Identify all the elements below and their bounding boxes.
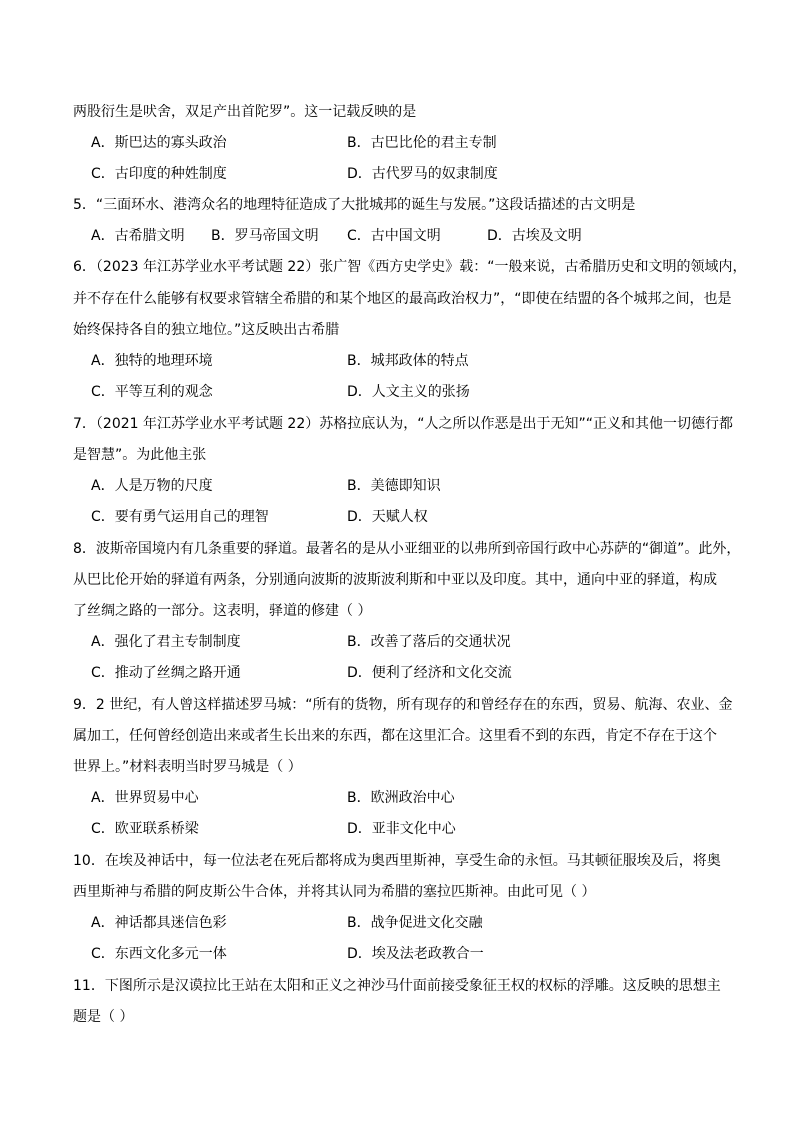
q8-option-d: D．便利了经济和文化交流 [347, 665, 512, 681]
q7-option-b: B．美德即知识 [347, 478, 441, 494]
q6-stem-line-2: 并不存在什么能够有权要求管辖全希腊的和某个地区的最高政治权力”，“即使在结盟的各个城邦之间，也是 [73, 291, 732, 307]
q9-stem-line-1: 9．2 世纪，有人曾这样描述罗马城：“所有的货物，所有现存的和曾经存在的东西，贸易、航海、农业、金 [73, 697, 733, 713]
intro-option-a: A．斯巴达的寡头政治 [91, 135, 227, 151]
q5-option-b: B．罗马帝国文明 [211, 228, 319, 244]
q8-stem-line-1: 8．波斯帝国境内有几条重要的驿道。最著名的是从小亚细亚的以弗所到帝国行政中心苏萨的“御道”。此外， [73, 541, 741, 557]
q6-stem-line-1: 6．（2023 年江苏学业水平考试题 22）张广智《西方史学史》载：“一般来说，古希腊历史和文明的领域内， [73, 259, 747, 275]
q6-option-c: C．平等互利的观念 [91, 384, 213, 400]
q9-option-c: C．欧亚联系桥梁 [91, 821, 199, 837]
q8-stem-line-3: 了丝绸之路的一部分。这表明，驿道的修建（ ） [73, 603, 372, 619]
q5-option-d: D．古埃及文明 [487, 228, 582, 244]
intro-option-b: B．古巴比伦的君主专制 [347, 135, 497, 151]
q5-option-c: C．古中国文明 [347, 228, 441, 244]
q6-option-a: A．独特的地理环境 [91, 353, 213, 369]
q9-option-b: B．欧洲政治中心 [347, 790, 455, 806]
q7-option-c: C．要有勇气运用自己的理智 [91, 509, 269, 525]
q11-stem-line-2: 题是（ ） [73, 1009, 134, 1025]
q6-option-b: B．城邦政体的特点 [347, 353, 469, 369]
q5-stem: 5．“三面环水、港湾众名的地理特征造成了大批城邦的诞生与发展。”这段话描述的古文明是 [73, 197, 636, 213]
q10-stem-line-1: 10．在埃及神话中，每一位法老在死后都将成为奥西里斯神，享受生命的永恒。马其顿征服埃及后，将奥 [73, 853, 721, 869]
q9-stem-line-2: 属加工，任何曾经创造出来或者生长出来的东西，都在这里汇合。这里看不到的东西，肯定不存在于这个 [73, 728, 717, 744]
q7-option-d: D．天赋人权 [347, 509, 428, 525]
intro-stem-line: 两股衍生是吠舍，双足产出首陀罗”。这一记载反映的是 [73, 104, 417, 120]
q11-stem-line-1: 11．下图所示是汉谟拉比王站在太阳和正义之神沙马什面前接受象征王权的权标的浮雕。这反映的思想主 [73, 978, 721, 994]
q8-option-b: B．改善了落后的交通状况 [347, 634, 511, 650]
q8-stem-line-2: 从巴比伦开始的驿道有两条，分别通向波斯的波斯波利斯和中亚以及印度。其中，通向中亚的驿道，构成 [73, 572, 717, 588]
q10-stem-line-2: 西里斯神与希腊的阿皮斯公牛合体，并将其认同为希腊的塞拉匹斯神。由此可见（ ） [73, 884, 596, 900]
q7-option-a: A．人是万物的尺度 [91, 478, 213, 494]
q8-option-c: C．推动了丝绸之路开通 [91, 665, 241, 681]
q10-option-b: B．战争促进文化交融 [347, 915, 483, 931]
q7-stem-line-1: 7．（2021 年江苏学业水平考试题 22）苏格拉底认为，“人之所以作恶是出于无知”“正义和其他一切德行都 [73, 416, 734, 432]
q7-stem-line-2: 是智慧”。为此他主张 [73, 447, 207, 463]
q9-option-a: A．世界贸易中心 [91, 790, 199, 806]
intro-option-c: C．古印度的种姓制度 [91, 166, 227, 182]
q6-stem-line-3: 始终保持各自的独立地位。”这反映出古希腊 [73, 322, 340, 338]
q10-option-a: A．神话都具迷信色彩 [91, 915, 227, 931]
q5-option-a: A．古希腊文明 [91, 228, 185, 244]
q6-option-d: D．人文主义的张扬 [347, 384, 470, 400]
q10-option-c: C．东西文化多元一体 [91, 946, 227, 962]
q8-option-a: A．强化了君主专制制度 [91, 634, 241, 650]
q10-option-d: D．埃及法老政教合一 [347, 946, 484, 962]
q9-stem-line-3: 世界上。”材料表明当时罗马城是（ ） [73, 759, 302, 775]
intro-option-d: D．古代罗马的奴隶制度 [347, 166, 498, 182]
q9-option-d: D．亚非文化中心 [347, 821, 456, 837]
